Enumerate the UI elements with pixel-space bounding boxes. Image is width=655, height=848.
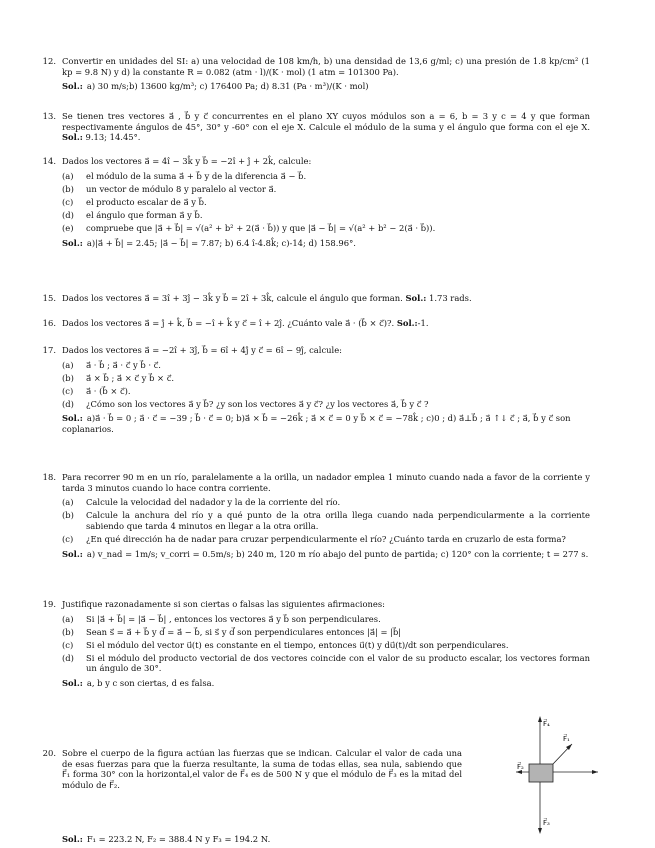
problem-number: 14. [42,156,56,166]
x-arrowhead [592,770,598,774]
force-diagram-svg [514,714,600,836]
list-item [62,399,590,410]
item-text: el ángulo que forman a⃗ y b⃗. [86,209,203,220]
problem-number: 12. [42,56,56,66]
item-label: (d) [62,209,74,220]
list-item [62,184,590,195]
problem-13 [42,111,590,143]
list-item [62,197,590,208]
item-label: (d) [62,398,74,409]
item-text: el producto escalar de a⃗ y b⃗. [86,196,207,207]
problem-15 [42,293,590,304]
item-text: a⃗ × b⃗ ; a⃗ × c⃗ y b⃗ × c⃗. [86,372,174,383]
item-text: ¿Cómo son los vectores a⃗ y b⃗? ¿y son los vectores a⃗ y c⃗? ¿y los vectores a⃗, b⃗ y c⃗ ? [86,398,429,409]
item-text: un vector de módulo 8 y paralelo al vector a⃗. [86,183,277,194]
problem-text [62,318,590,329]
list-item [62,640,590,651]
solution-label: Sol.: [62,678,83,689]
problem-text [62,293,590,304]
problem-17 [42,345,590,435]
item-text: Calcule la velocidad del nadador y la de la corriente del río. [86,497,341,508]
item-text: Si el módulo del vector u⃗(t) es constante en el tiempo, entonces u⃗(t) y du⃗(t)/dt son perpendiculares. [86,639,509,650]
item-label: (d) [62,652,74,663]
solution [62,81,590,92]
item-label: (b) [62,626,74,637]
solution-text: 1.73 rads. [429,293,472,303]
solution [62,238,590,249]
item-text: compruebe que |a⃗ + b⃗| = √(a² + b² + 2(a⃗ · b⃗)) y que |a⃗ − b⃗| = √(a² + b² − 2(a⃗ · b⃗)). [86,222,436,233]
problem-text: Dados los vectores a⃗ = 4î − 3k̂ y b⃗ = −2î + ĵ + 2k̂, calcule: [62,156,312,166]
list-item [62,171,590,182]
item-label: (b) [62,510,74,521]
item-text: a⃗ · b⃗ ; a⃗ · c⃗ y b⃗ · c⃗. [86,359,161,370]
item-text: Sean s⃗ = a⃗ + b⃗ y d⃗ = a⃗ − b⃗, si s⃗ y d⃗ son perpendiculares entonces |a⃗| = |b⃗| [86,626,402,637]
problem-text-body: Dados los vectores a⃗ = ĵ + k̂, b⃗ = −î + k̂ y c⃗ = î + 2ĵ. ¿Cuánto vale a⃗ · (b⃗ × c⃗)?. [62,318,395,328]
item-text: a⃗ · (b⃗ × c⃗). [86,385,131,396]
solution-label: Sol.: [62,81,83,92]
list-item [62,627,590,638]
list-item [62,653,590,674]
problem-number: 19. [42,599,56,609]
problem-number: 16. [42,318,56,328]
item-label: (c) [62,385,74,396]
problem-14 [42,156,590,248]
problem-number: 18. [42,472,56,482]
problem-text: Justifique razonadamente si son ciertas o falsas las siguientes afirmaciones: [62,599,386,609]
solution-text: a) 30 m/s;b) 13600 kg/m³; c) 176400 Pa; d) 8.31 (Pa · m³)/(K · mol) [86,81,369,92]
list-item [62,223,590,234]
f3-arrowhead [538,828,542,834]
solution-text: a)|a⃗ + b⃗| = 2.45; |a⃗ − b⃗| = 7.87; b) 6.4 î-4.8k̂; c)-14; d) 158.96°. [86,237,356,248]
problem-number: 15. [42,293,56,303]
solution [62,413,590,434]
problem-text: Convertir en unidades del SI: a) una velocidad de 108 km/h, b) una densidad de 13,6 g/ml; c) una presión de 1.8 kp/cm² (1 kp = 9.8 N) y d) la constante R = 0.082 (atm · l)/(K · mol) (1 atm = 101300 Pa). [62,56,590,77]
problem-text: Dados los vectores a⃗ = −2î + 3ĵ, b⃗ = 6î + 4ĵ y c⃗ = 6î − 9ĵ, calcule: [62,345,342,355]
item-label: (c) [62,639,74,650]
problem-18 [42,472,590,559]
solution-label: Sol.: [62,413,83,424]
problem-number: 17. [42,345,56,355]
problem-text-body: Se tienen tres vectores a⃗ , b⃗ y c⃗ concurrentes en el plano XY cuyos módulos son a = 6, b = 3 y c = 4 y que forman respectivamente ángulos de 45°, 30° y -60° con el eje X. Calcule el módulo de la suma y el ángulo que forma con el eje X. [62,111,590,132]
item-text: el módulo de la suma a⃗ + b⃗ y de la diferencia a⃗ − b⃗. [86,170,307,181]
f3-label: F⃗₃ [543,819,550,827]
item-text: Si |a⃗ + b⃗| = |a⃗ − b⃗| , entonces los vectores a⃗ y b⃗ son perpendiculares. [86,613,381,624]
item-label: (a) [62,613,74,624]
subitem-list [62,497,590,544]
item-label: (b) [62,183,74,194]
item-label: (b) [62,372,74,383]
list-item [62,210,590,221]
body-block [529,764,553,782]
solution [62,549,590,560]
list-item [62,510,590,531]
f4-arrowhead [538,716,542,722]
item-label: (a) [62,170,74,181]
list-item [62,534,590,545]
problem-number: 13. [42,111,56,121]
f4-label: F⃗₄ [543,720,550,728]
problem-text [62,111,590,143]
list-item [62,386,590,397]
problem-20-solution [62,834,590,845]
solution-label: Sol.: [396,318,418,328]
solution-label: Sol.: [405,293,427,303]
item-text: Calcule la anchura del río y a qué punto de la otra orilla llega cuando nada perpendicularmente a la corriente sabiendo que tarda 4 minutos en llegar a la otra orilla. [86,510,590,531]
solution-text: F₁ = 223.2 N, F₂ = 388.4 N y F₃ = 194.2 N. [86,834,271,844]
list-item [62,360,590,371]
problem-19 [42,599,590,689]
problem-text-body: Dados los vectores a⃗ = 3î + 3ĵ − 3k̂ y b⃗ = 2î + 3k̂, calcule el ángulo que forman. [62,293,403,303]
item-text: Si el módulo del producto vectorial de dos vectores coincide con el valor de su producto escalar, los vectores forman un ángulo de 30°. [86,652,590,674]
subitem-list [62,360,590,410]
list-item [62,373,590,384]
problem-number: 20. [42,748,56,758]
subitem-list [62,171,590,234]
solution-text: a)a⃗ · b⃗ = 0 ; a⃗ · c⃗ = −39 ; b⃗ · c⃗ = 0; b)a⃗ × b⃗ = −26k̂ ; a⃗ × c⃗ = 0 y b⃗ × c⃗ = −78k̂ ; c)0 ; d) a⃗⊥b⃗ ; a⃗ ↑↓ c⃗ ; a⃗, b⃗ y c⃗ son coplanarios. [62,413,571,435]
solution [62,678,590,689]
f1-label: F⃗₁ [563,735,570,743]
item-label: (c) [62,196,74,207]
problem-text: Para recorrer 90 m en un río, paralelamente a la orilla, un nadador emplea 1 minuto cuando nada a favor de la corriente y tarda 3 minutos cuando lo hace contra corriente. [62,472,590,493]
list-item [62,497,590,508]
problem-12 [42,56,590,92]
item-label: (a) [62,359,74,370]
item-label: (a) [62,497,74,508]
problem-16 [42,318,590,329]
force-diagram [514,714,600,836]
f2-label: F⃗₂ [517,763,524,771]
solution [62,834,590,845]
solution-text: 9.13; 14.45°. [85,132,141,143]
item-label: (e) [62,222,74,233]
item-label: (c) [62,533,74,544]
problem-20 [42,748,462,790]
subitem-list [62,614,590,674]
solution-label: Sol.: [62,132,83,143]
solution-text: a, b y c son ciertas, d es falsa. [86,678,215,689]
list-item [62,614,590,625]
solution-label: Sol.: [62,237,83,248]
solution-text: -1. [417,318,429,328]
item-text: ¿En qué dirección ha de nadar para cruzar perpendicularmente el río? ¿Cuánto tarda en cruzarlo de esta forma? [86,533,566,544]
problem-text: Sobre el cuerpo de la figura actúan las fuerzas que se indican. Calcular el valor de cada una de esas fuerzas para que la fuerza resultante, la suma de todas ellas, sea nula, sabiendo que F⃗₁ forma 30° con la horizontal,el valor de F⃗₄ es de 500 N y que el módulo de F⃗₃ es la mitad del módulo de F⃗₂. [62,748,462,790]
solution-text: a) v_nad = 1m/s; v_corri = 0.5m/s; b) 240 m, 120 m río abajo del punto de partida; c) 120° con la corriente; t = 277 s. [86,548,589,559]
solution-label: Sol.: [62,548,83,559]
solution-label: Sol.: [62,834,83,844]
